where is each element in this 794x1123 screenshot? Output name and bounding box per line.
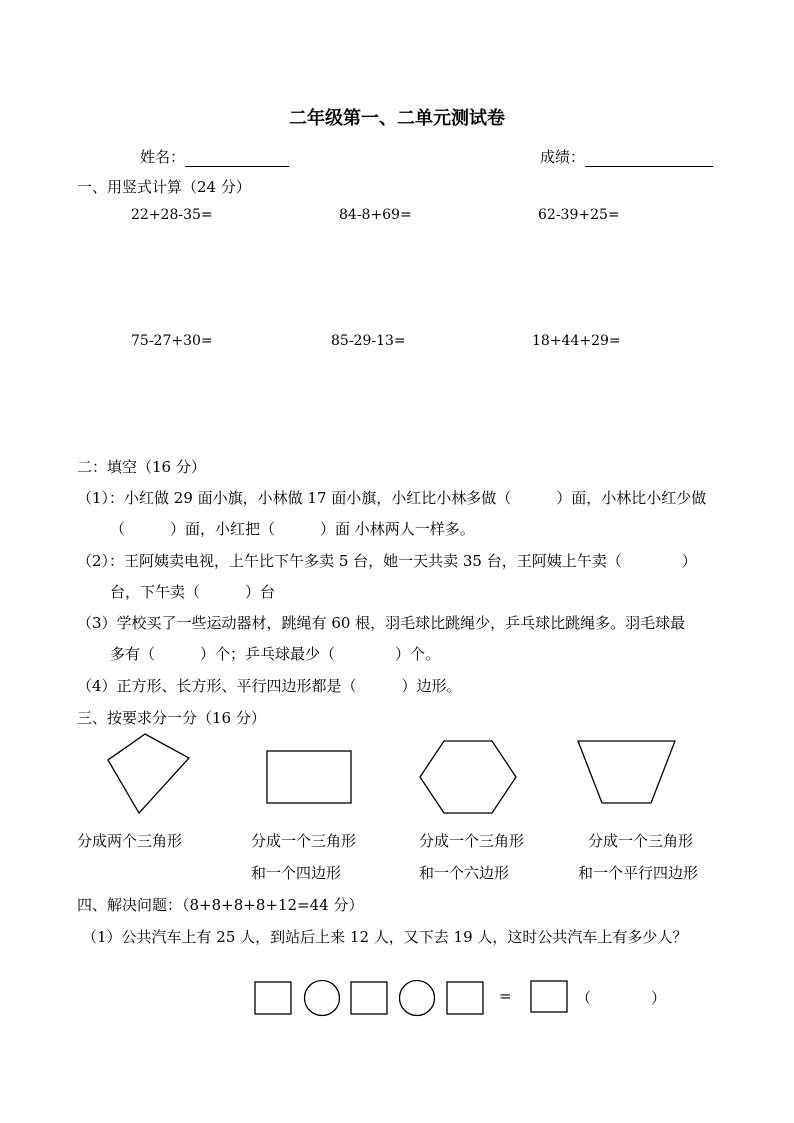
problem-3: 62-39+25= xyxy=(538,207,620,223)
section4-heading: 四、解决问题：（8+8+8+8+12=44 分） xyxy=(77,896,364,914)
fill-line-7: （4）正方形、长方形、平行四边形都是（ ）边形。 xyxy=(77,677,462,695)
question-1: （1）公共汽车上有 25 人，到站后上来 12 人，又下去 19 人，这时公共汽车上有多少人？ xyxy=(82,928,688,946)
fill-line-5: （3）学校买了一些运动器材，跳绳有 60 根，羽毛球比跳绳少，乒乓球比跳绳多。羽毛球最 xyxy=(77,614,686,632)
caption-3-line-2: 和一个六边形 xyxy=(419,864,510,882)
problem-4: 75-27+30= xyxy=(131,333,213,349)
result-box[interactable] xyxy=(531,981,567,1012)
problem-2: 84-8+69= xyxy=(339,207,412,223)
fill-line-2: （ ）面，小红把（ ）面 小林两人一样多。 xyxy=(110,520,475,538)
caption-3-line-1: 分成一个三角形 xyxy=(419,832,525,850)
answer-box-2[interactable] xyxy=(351,982,387,1014)
caption-2-line-2: 和一个四边形 xyxy=(251,864,342,882)
section1-heading: 一、用竖式计算（24 分） xyxy=(77,178,251,196)
fill-line-1: （1）：小红做 29 面小旗，小林做 17 面小旗，小红比小林多做（ ）面，小林比小红少做 xyxy=(77,489,707,507)
caption-1-line-1: 分成两个三角形 xyxy=(77,832,183,850)
problem-6: 18+44+29= xyxy=(532,333,621,349)
problem-5: 85-29-13= xyxy=(331,333,406,349)
fill-line-6: 多有（ ）个；乒乓球最少（ ）个。 xyxy=(110,645,441,663)
operator-circle-1[interactable] xyxy=(305,981,340,1016)
fill-line-3: （2）：王阿姨卖电视，上午比下午多卖 5 台，她一天共卖 35 台，王阿姨上午卖（ ） xyxy=(77,552,697,570)
caption-4-line-2: 和一个平行四边形 xyxy=(578,864,699,882)
problem-1: 22+28-35= xyxy=(131,207,213,223)
answer-paren[interactable]: （ ） xyxy=(576,989,667,1007)
section3-heading: 三、按要求分一分（16 分） xyxy=(77,709,266,727)
section2-heading: 二：填空（16 分） xyxy=(77,458,206,476)
caption-2-line-1: 分成一个三角形 xyxy=(251,832,357,850)
score-label: 成绩： xyxy=(540,148,586,166)
name-label: 姓名： xyxy=(140,148,186,166)
page-title: 二年级第一、二单元测试卷 xyxy=(289,108,505,129)
answer-box-3[interactable] xyxy=(447,982,483,1014)
equals-sign: = xyxy=(499,987,512,1005)
answer-box-1[interactable] xyxy=(255,982,291,1014)
fill-line-4: 台，下午卖（ ）台 xyxy=(110,583,276,601)
caption-4-line-1: 分成一个三角形 xyxy=(588,832,694,850)
operator-circle-2[interactable] xyxy=(400,981,435,1016)
